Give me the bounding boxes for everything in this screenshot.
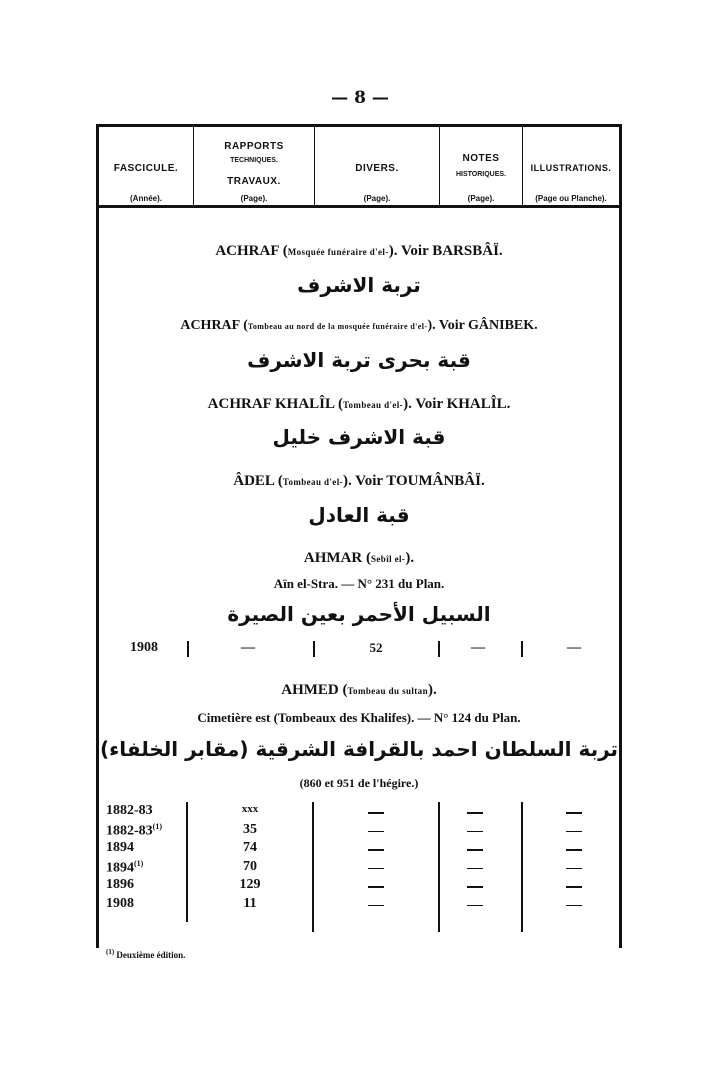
entry-ahmar: AHMAR (Sebîl el-). (303, 550, 415, 566)
row-year: 1896 (106, 877, 134, 892)
row-divers-dash (368, 831, 384, 833)
entry-achraf-khalil-arabic: قبة الاشرف خليل (272, 425, 446, 449)
row-notes-dash (467, 812, 483, 814)
page-number: — 8 — (331, 88, 389, 108)
row-rapports: 70 (243, 858, 257, 874)
row-year: 1894 (106, 840, 134, 855)
footnote-marker: (1) (106, 948, 115, 956)
header-techniques-label: TECHNIQUES. (230, 157, 278, 164)
row-divers-dash (368, 849, 384, 851)
entry-ahmed-location: Cimetière est (Tombeaux des Khalifes). — N° 124 du Plan. (197, 710, 521, 725)
header-fascicule (99, 127, 194, 205)
row-rapports: 74 (243, 840, 257, 855)
entry-ahmed-arabic: تربة السلطان احمد بالقرافة الشرقية (مقابر الخلفاء) (99, 737, 619, 761)
row-rapports: 129 (239, 877, 261, 892)
entry-ahmar-location: Aïn el-Stra. — N° 231 du Plan. (273, 576, 445, 591)
header-rapports-label: RAPPORTS (224, 141, 284, 152)
header-fascicule-label: FASCICULE. (113, 163, 179, 174)
entry-adel: ÂDEL (Tombeau d'el-). Voir TOUMÂNBÂÏ. (233, 473, 485, 489)
row-illustrations-dash (566, 886, 582, 888)
entry-ahmed: AHMED (Tombeau du sultan). (281, 682, 437, 698)
ahmar-year: 1908 (130, 640, 158, 655)
entry-achraf-1: ACHRAF (Mosquée funéraire d'el-). Voir BARSBÂÏ. (215, 243, 503, 259)
ahmar-divider-2 (313, 641, 315, 657)
header-illustrations (523, 127, 619, 205)
row-notes-dash (467, 886, 483, 888)
header-divers-sub: (Page). (363, 194, 391, 203)
row-year: 1882-83$^{(1)}$ (106, 821, 162, 839)
row-divers-dash (368, 905, 384, 907)
header-rapports-sub: (Page). (240, 194, 268, 203)
entry-achraf-2: ACHRAF (Tombeau au nord de la mosquée funéraire d'el-). Voir GÂNIBEK. (180, 318, 538, 333)
ahmar-divider-1 (187, 641, 189, 657)
ahmar-historiques: — (471, 640, 485, 655)
header-historiques-label: HISTORIQUES. (455, 171, 507, 178)
col-divider-4 (521, 802, 523, 932)
row-notes-dash (467, 905, 483, 907)
entry-adel-arabic: قبة العادل (308, 503, 410, 527)
entry-achraf-khalil: ACHRAF KHALÎL (Tombeau d'el-). Voir KHALÎL. (207, 396, 511, 412)
header-notes (440, 127, 523, 205)
col-divider-2 (312, 802, 314, 932)
row-year-footnote-marker: (1) (134, 858, 144, 868)
header-illustrations-sub: (Page ou Planche). (535, 194, 607, 203)
header-notes-label: NOTES (462, 153, 500, 164)
entry-ahmed-note: (860 et 951 de l'hégire.) (299, 776, 419, 790)
header-illustrations-label: ILLUSTRATIONS. (530, 163, 612, 173)
ahmar-notes: 52 (369, 640, 383, 655)
ahmar-illus: — (567, 640, 581, 655)
entry-achraf-1-arabic: تربة الاشرف (297, 273, 421, 297)
entry-achraf-2-arabic: قبة بحرى تربة الاشرف (247, 348, 471, 372)
ahmar-rapports: — (241, 640, 255, 655)
row-rapports: xxx (241, 803, 259, 815)
row-illustrations-dash (566, 849, 582, 851)
ahmar-divider-3 (438, 641, 440, 657)
row-year-footnote-marker: (1) (152, 821, 162, 831)
header-notes-sub: (Page). (467, 194, 495, 203)
table-header (99, 127, 619, 208)
row-rapports: 11 (243, 895, 257, 911)
row-illustrations-dash (566, 831, 582, 833)
header-fascicule-sub: (Année). (130, 194, 162, 203)
row-notes-dash (467, 831, 483, 833)
ahmar-divider-4 (521, 641, 523, 657)
row-year: 1882-83 (106, 803, 153, 818)
row-divers-dash (368, 886, 384, 888)
footnote-text: Deuxième édition. (114, 950, 186, 960)
col-divider-3 (438, 802, 440, 932)
entry-ahmar-arabic: السبيل الأحمر بعين الصيرة (227, 602, 491, 626)
header-divers-label: DIVERS. (355, 163, 399, 174)
header-travaux-label: TRAVAUX. (227, 176, 281, 187)
header-rapports (194, 127, 315, 205)
row-rapports: 35 (243, 821, 257, 837)
row-year: 1894$^{(1)}$ (106, 858, 144, 876)
row-divers-dash (368, 868, 384, 870)
header-divers (315, 127, 440, 205)
row-illustrations-dash (566, 812, 582, 814)
row-notes-dash (467, 868, 483, 870)
footnote (106, 948, 185, 960)
row-illustrations-dash (566, 905, 582, 907)
row-illustrations-dash (566, 868, 582, 870)
row-divers-dash (368, 812, 384, 814)
row-notes-dash (467, 849, 483, 851)
row-year: 1908 (106, 895, 134, 911)
